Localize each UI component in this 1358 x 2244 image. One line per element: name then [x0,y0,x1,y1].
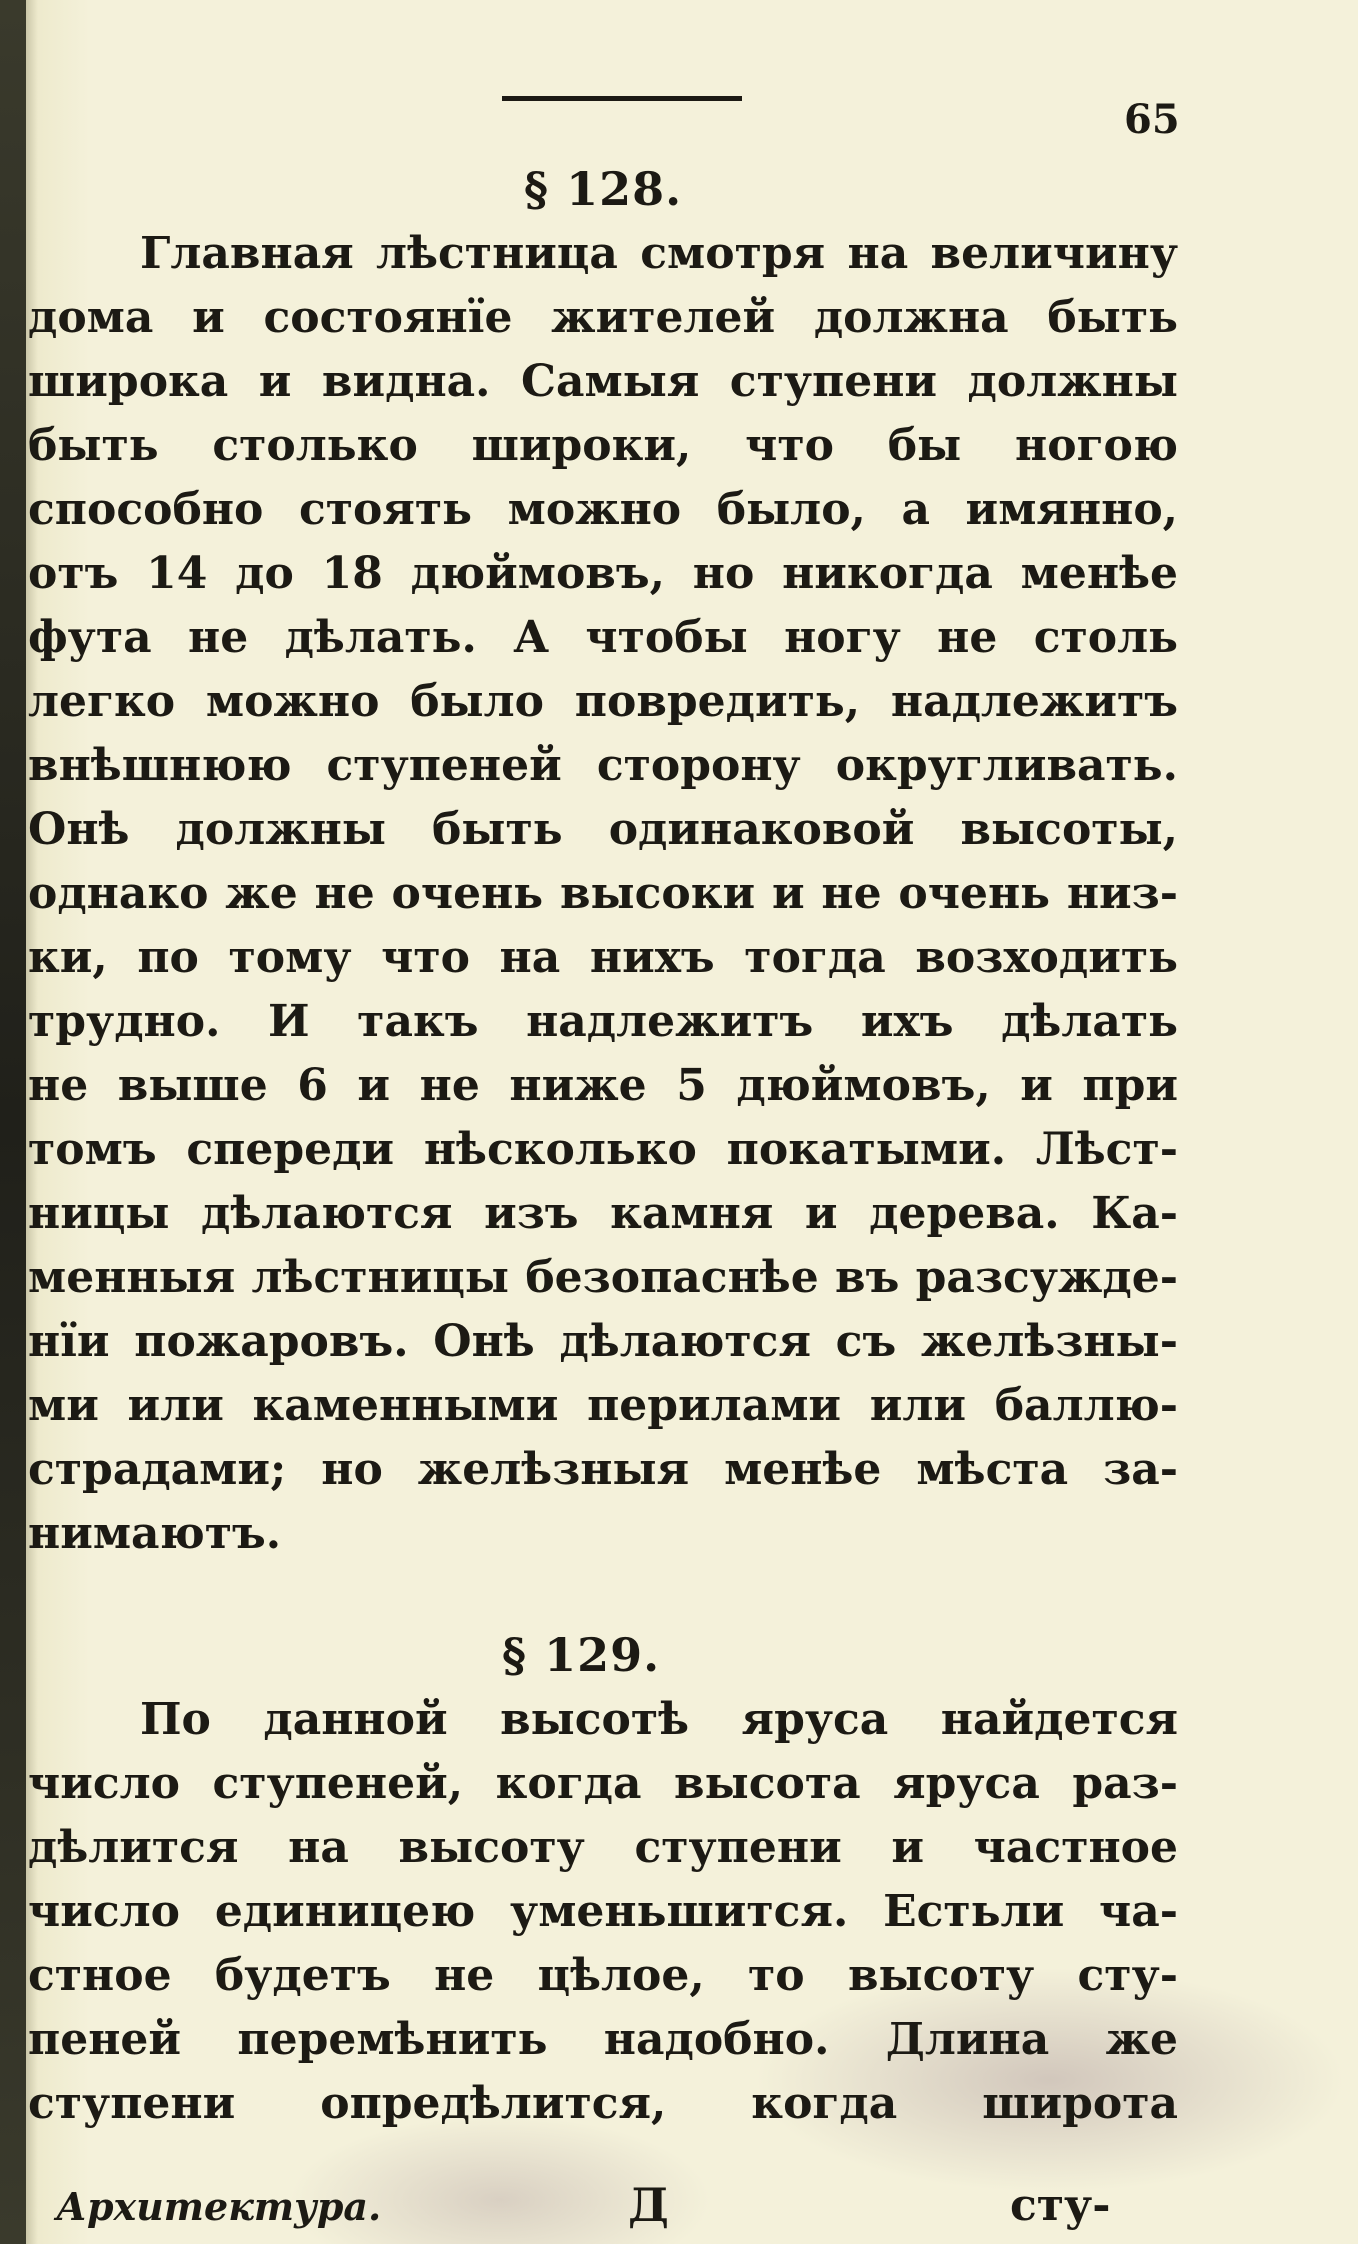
text-line: ступени опредѣлится, когда широта [28,2078,1178,2129]
text-line: однако же не очень высоки и не очень низ- [28,868,1178,919]
text-line: трудно. И такъ надлежитъ ихъ дѣлать [28,996,1178,1047]
text-line: ки, по тому что на нихъ тогда возходить [28,932,1178,983]
footer-signature: Архитектура. [56,2184,382,2229]
signature-mark: Д [628,2178,669,2232]
text-line: отъ 14 до 18 дюймовъ, но никогда менѣе [28,548,1178,599]
text-line: ницы дѣлаются изъ камня и дерева. Ка- [28,1188,1178,1239]
text-line: легко можно было повредить, надлежитъ [28,676,1178,727]
text-line: быть столько широки, что бы ногою [28,420,1178,471]
text-line: нимаютъ. [28,1508,282,1559]
text-line: По данной высотѣ яруса найдется [140,1694,1178,1745]
text-line: томъ спереди нѣсколько покатыми. Лѣст- [28,1124,1178,1175]
section-heading-128: § 128. [524,162,683,216]
text-line: Главная лѣстница смотря на величину [140,228,1178,279]
text-line: дѣлится на высоту ступени и частное [28,1822,1178,1873]
text-line: число единицею уменьшится. Естьли ча- [28,1886,1178,1937]
text-line: страдами; но желѣзныя менѣе мѣста за- [28,1444,1178,1495]
header-rule [502,96,742,101]
text-line: число ступеней, когда высота яруса раз- [28,1758,1178,1809]
page-number: 65 [1124,96,1180,143]
text-line: дома и состоянïе жителей должна быть [28,292,1178,343]
text-line: способно стоять можно было, а имянно, [28,484,1178,535]
text-line: фута не дѣлать. А чтобы ногу не столь [28,612,1178,663]
text-line: внѣшнюю ступеней сторону округливать. [28,740,1178,791]
text-line: Онѣ должны быть одинаковой высоты, [28,804,1178,855]
text-line: пеней перемѣнить надобно. Длина же [28,2014,1178,2065]
catchword: сту- [1010,2180,1111,2231]
binding-shadow [0,0,26,2244]
section-heading-129: § 129. [502,1628,661,1682]
text-line: широка и видна. Самыя ступени должны [28,356,1178,407]
text-line: нïи пожаровъ. Онѣ дѣлаются съ желѣзны- [28,1316,1178,1367]
text-line: не выше 6 и не ниже 5 дюймовъ, и при [28,1060,1178,1111]
text-line: стное будетъ не цѣлое, то высоту сту- [28,1950,1178,2001]
text-line: ми или каменными перилами или баллю- [28,1380,1178,1431]
text-line: менныя лѣстницы безопаснѣе въ разсужде- [28,1252,1178,1303]
